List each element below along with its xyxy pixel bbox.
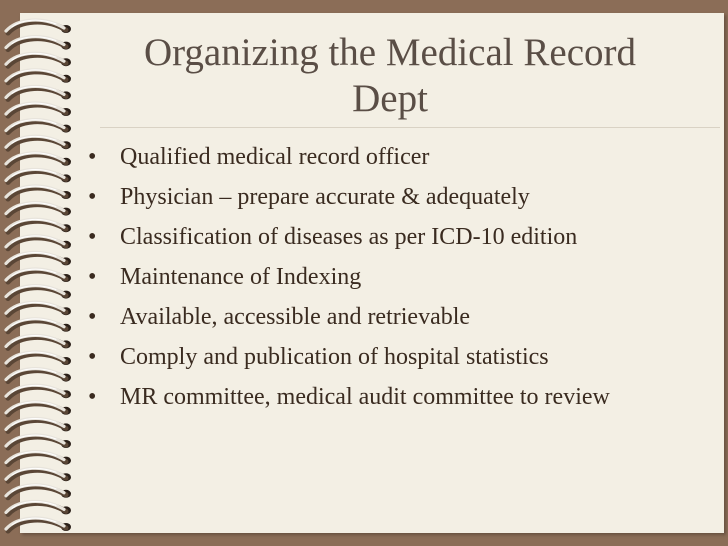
bullet-text: Classification of diseases as per ICD-10 edition (120, 224, 578, 250)
bullet-glyph: • (88, 304, 97, 330)
spiral-ring (6, 435, 71, 448)
title-divider (100, 127, 720, 128)
bullet-glyph: • (88, 384, 97, 410)
bullet-list (88, 143, 668, 423)
spiral-ring (6, 153, 71, 166)
spiral-ring (6, 335, 71, 348)
spiral-ring (6, 501, 71, 514)
spiral-ring (6, 136, 71, 149)
bullet-item (88, 223, 668, 251)
bullet-glyph: • (88, 224, 97, 250)
spiral-ring (6, 385, 71, 398)
spiral-ring (6, 86, 71, 99)
bullet-text: Qualified medical record officer (120, 144, 430, 170)
bullet-item (88, 263, 668, 291)
bullet-item (88, 183, 668, 211)
spiral-ring (6, 219, 71, 232)
spiral-ring (6, 20, 71, 33)
spiral-ring (6, 302, 71, 315)
bullet-item (88, 303, 668, 331)
spiral-ring (6, 70, 71, 83)
bullet-glyph: • (88, 344, 97, 370)
spiral-ring (6, 518, 71, 531)
spiral-ring (6, 103, 71, 116)
spiral-ring (6, 452, 71, 465)
bullet-item (88, 143, 668, 171)
spiral-ring (6, 369, 71, 382)
bullet-text: Maintenance of Indexing (120, 264, 362, 290)
spiral-ring (6, 120, 71, 133)
spiral-ring (6, 402, 71, 415)
spiral-ring (6, 37, 71, 50)
spiral-ring (6, 286, 71, 299)
spiral-ring (6, 169, 71, 182)
bullet-glyph: • (88, 144, 97, 170)
bullet-glyph: • (88, 264, 97, 290)
bullet-text: MR committee, medical audit committee to review (120, 384, 610, 410)
bullet-item (88, 383, 668, 411)
spiral-ring (6, 269, 71, 282)
spiral-ring (6, 203, 71, 216)
bullet-text: Comply and publication of hospital statistics (120, 344, 549, 370)
slide-title: Organizing the Medical Record Dept (143, 31, 637, 120)
bullet-text: Physician – prepare accurate & adequately (120, 184, 530, 210)
spiral-ring (6, 186, 71, 199)
spiral-ring (6, 485, 71, 498)
spiral-ring (6, 418, 71, 431)
spiral-ring (6, 252, 71, 265)
bullet-item (88, 343, 668, 371)
bullet-text: Available, accessible and retrievable (120, 304, 471, 330)
spiral-ring (6, 53, 71, 66)
spiral-ring (6, 236, 71, 249)
bullet-glyph: • (88, 184, 97, 210)
spiral-ring (6, 352, 71, 365)
spiral-binding (0, 0, 90, 546)
spiral-ring (6, 468, 71, 481)
spiral-ring (6, 319, 71, 332)
